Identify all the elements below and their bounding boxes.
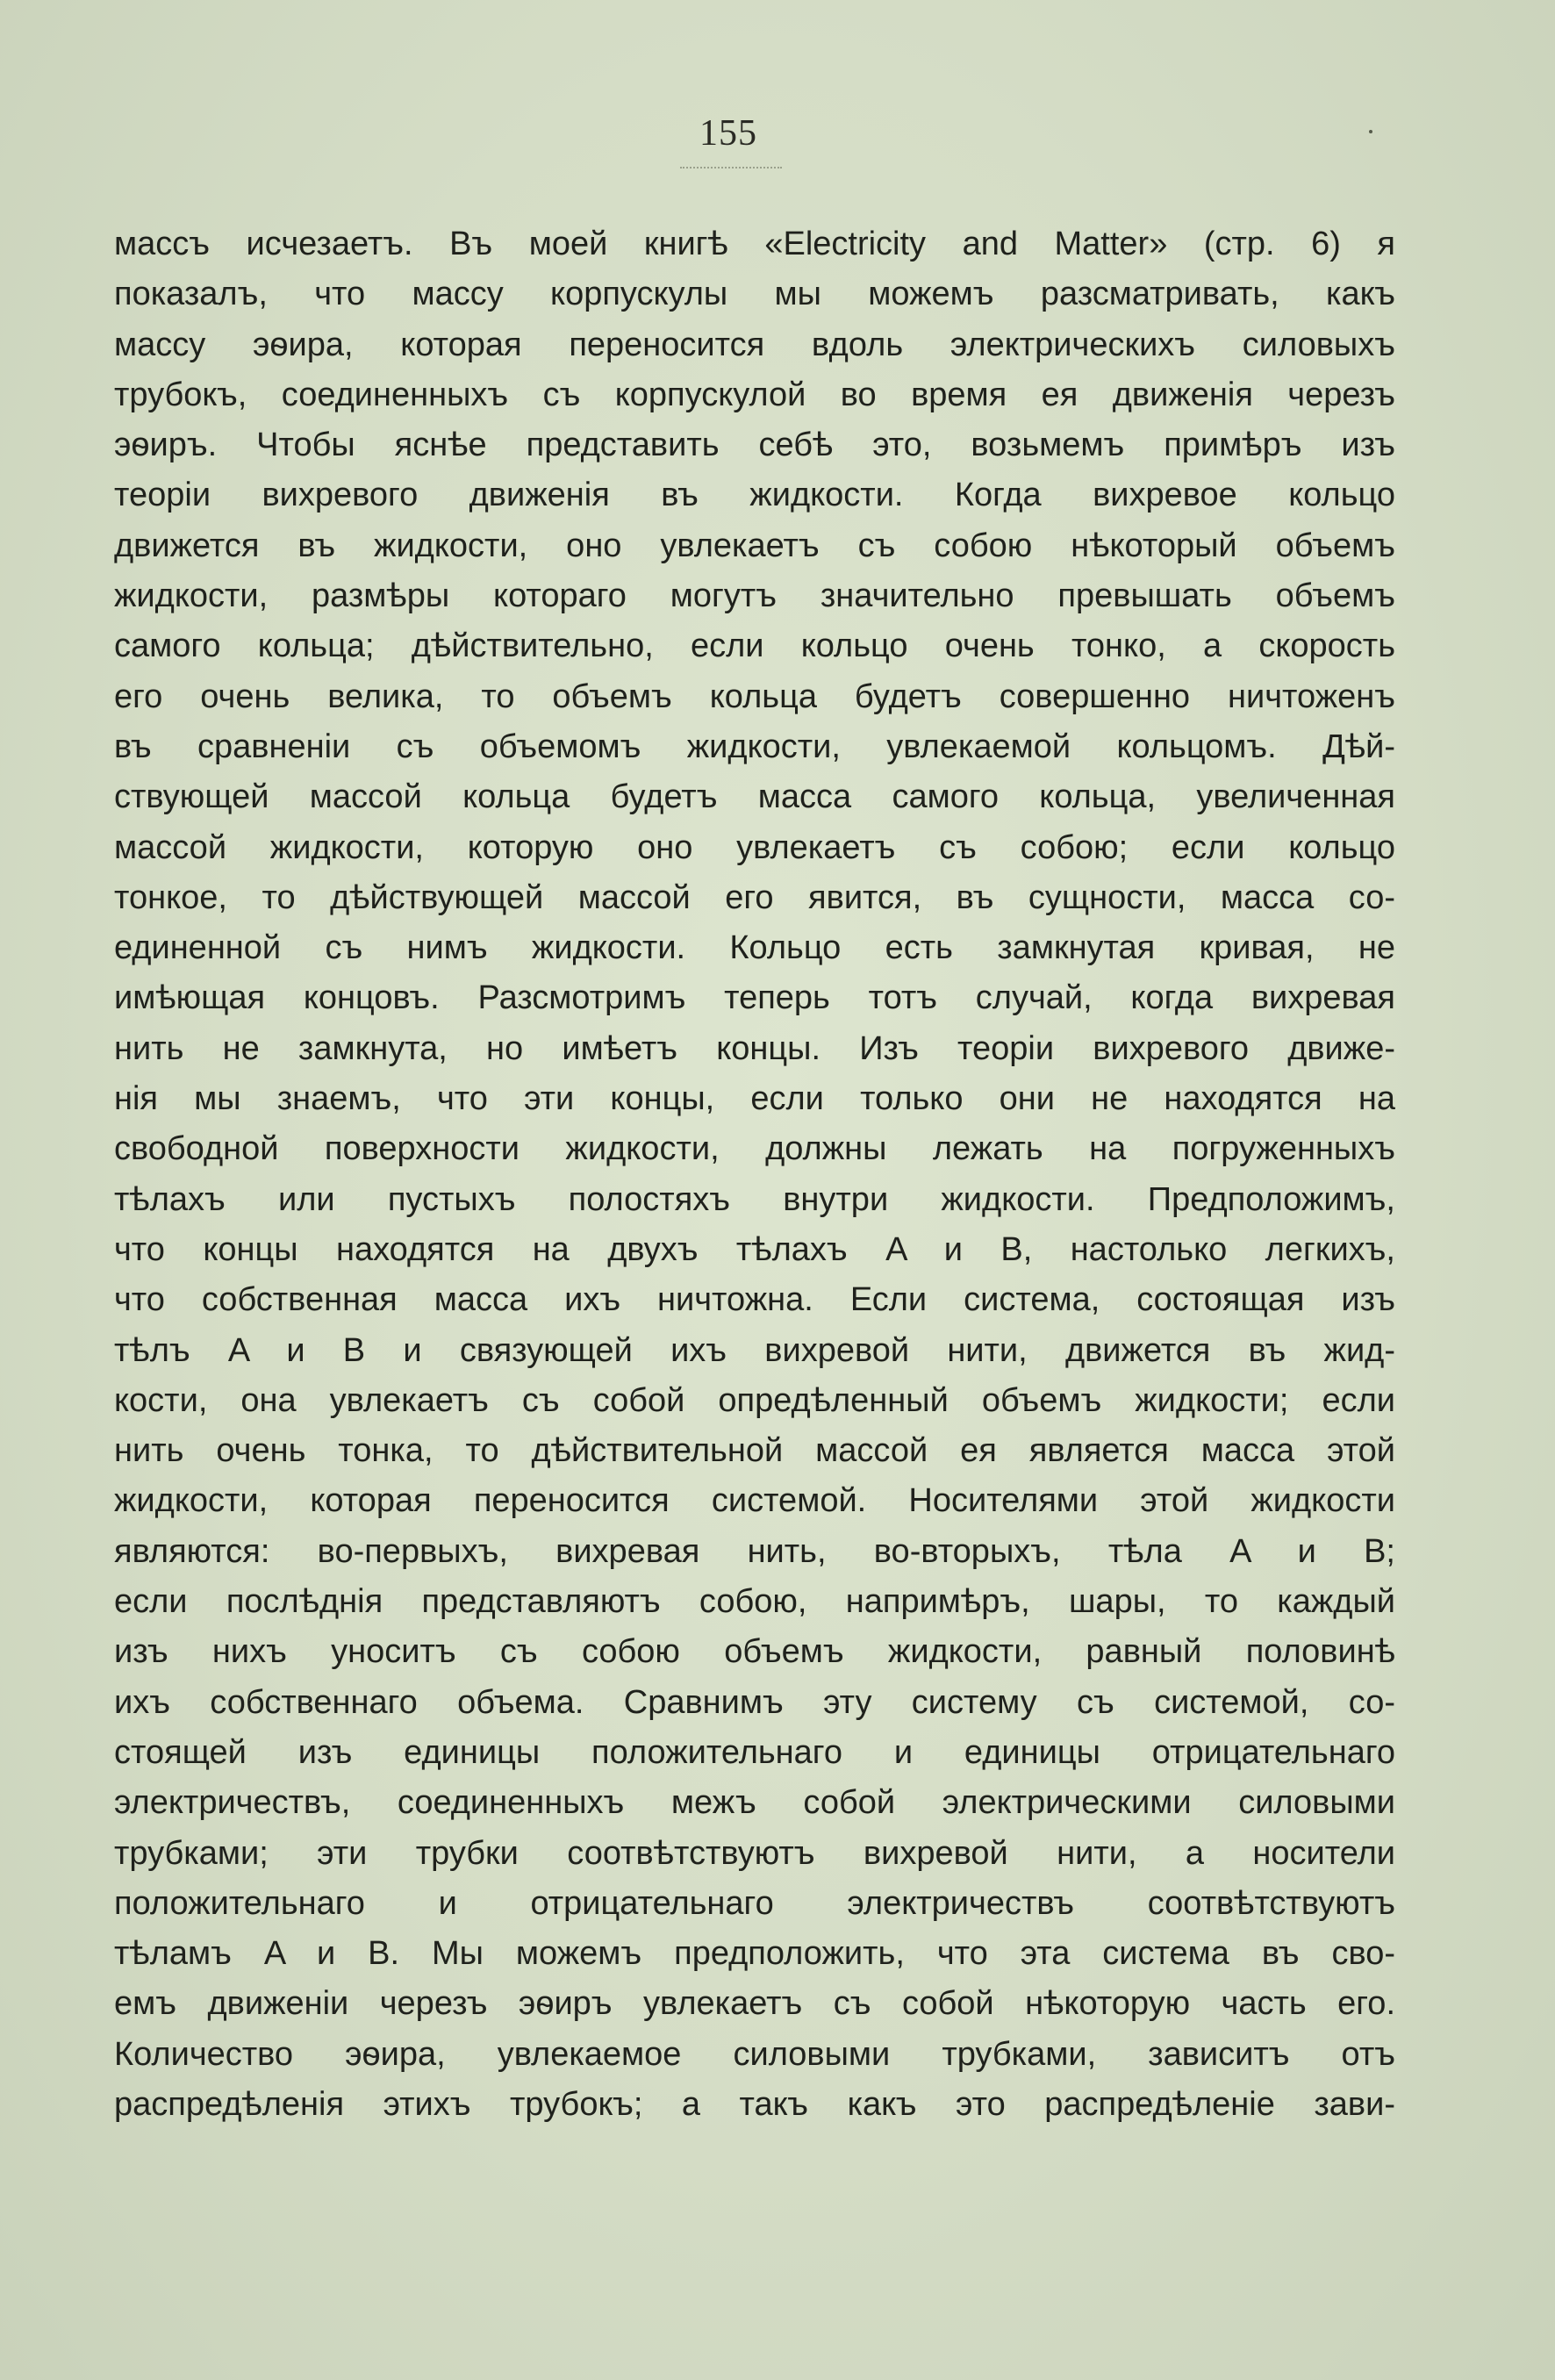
text-line: жидкости, которая переносится системой. Носителями этой жидкости bbox=[114, 1482, 1395, 1520]
text-line: трубокъ, соединенныхъ съ корпускулой во время ея движенія черезъ bbox=[114, 376, 1395, 413]
text-line: если послѣднія представляютъ собою, напримѣръ, шары, то каждый bbox=[114, 1583, 1395, 1621]
text-line: нить очень тонка, то дѣйствительной массой ея является масса этой bbox=[114, 1432, 1395, 1470]
text-line: Количество эѳира, увлекаемое силовыми трубками, зависитъ отъ bbox=[114, 2035, 1395, 2073]
text-line: тѣламъ A и B. Мы можемъ предположить, что эта система въ сво- bbox=[114, 1935, 1395, 1973]
text-line: единенной съ нимъ жидкости. Кольцо есть замкнутая кривая, не bbox=[114, 929, 1395, 967]
text-line: массъ исчезаетъ. Въ моей книгѣ «Electricity and Matter» (стр. 6) я bbox=[114, 226, 1395, 262]
text-line: нія мы знаемъ, что эти концы, если только они не находятся на bbox=[114, 1080, 1395, 1118]
text-line: ствующей массой кольца будетъ масса самого кольца, увеличенная bbox=[114, 778, 1395, 816]
text-line: что концы находятся на двухъ тѣлахъ A и B, настолько легкихъ, bbox=[114, 1230, 1395, 1268]
text-line: имѣющая концовъ. Разсмотримъ теперь тотъ случай, когда вихревая bbox=[114, 979, 1395, 1017]
text-line: теоріи вихревого движенія въ жидкости. Когда вихревое кольцо bbox=[114, 477, 1395, 514]
header-rule bbox=[680, 167, 782, 168]
text-line: массу эѳира, которая переносится вдоль электрическихъ силовыхъ bbox=[114, 326, 1395, 363]
body-text bbox=[114, 219, 1395, 2130]
text-line: что собственная масса ихъ ничтожна. Если система, состоящая изъ bbox=[114, 1281, 1395, 1319]
text-line: распредѣленія этихъ трубокъ; а такъ какъ это распредѣленіе зави- bbox=[114, 2085, 1395, 2123]
text-line: свободной поверхности жидкости, должны лежать на погруженныхъ bbox=[114, 1130, 1395, 1168]
text-line: электричествъ, соединенныхъ межъ собой электрическими силовыми bbox=[114, 1784, 1395, 1822]
text-line: тѣлъ A и B и связующей ихъ вихревой нити, движется въ жид- bbox=[114, 1331, 1395, 1369]
text-line: эѳиръ. Чтобы яснѣе представить себѣ это, возьмемъ примѣръ изъ bbox=[114, 427, 1395, 464]
text-line: жидкости, размѣры котораго могутъ значительно превышать объемъ bbox=[114, 577, 1395, 615]
text-line: кости, она увлекаетъ съ собой опредѣленный объемъ жидкости; если bbox=[114, 1381, 1395, 1419]
text-line: тѣлахъ или пустыхъ полостяхъ внутри жидкости. Предположимъ, bbox=[114, 1180, 1395, 1218]
page-number: 155 bbox=[699, 113, 757, 154]
text-line: показалъ, что массу корпускулы мы можемъ разсматривать, какъ bbox=[114, 276, 1395, 313]
text-line: тонкое, то дѣйствующей массой его явится, въ сущности, масса со- bbox=[114, 878, 1395, 916]
text-line: движется въ жидкости, оно увлекаетъ съ собою нѣкоторый объемъ bbox=[114, 527, 1395, 564]
text-line: ихъ собственнаго объема. Сравнимъ эту систему съ системой, со- bbox=[114, 1683, 1395, 1721]
text-line: нить не замкнута, но имѣетъ концы. Изъ теоріи вихревого движе- bbox=[114, 1029, 1395, 1067]
text-line: массой жидкости, которую оно увлекаетъ съ собою; если кольцо bbox=[114, 828, 1395, 866]
text-line: являются: во-первыхъ, вихревая нить, во-вторыхъ, тѣла A и B; bbox=[114, 1532, 1395, 1570]
text-line: стоящей изъ единицы положительнаго и единицы отрицательнаго bbox=[114, 1733, 1395, 1771]
text-line: емъ движеніи черезъ эѳиръ увлекаетъ съ собой нѣкоторую часть его. bbox=[114, 1985, 1395, 2023]
text-line: трубками; эти трубки соотвѣтствуютъ вихревой нити, а носители bbox=[114, 1834, 1395, 1872]
text-line: изъ нихъ уноситъ съ собою объемъ жидкости, равный половинѣ bbox=[114, 1633, 1395, 1671]
text-line: самого кольца; дѣйствительно, если кольцо очень тонко, а скорость bbox=[114, 627, 1395, 665]
text-line: въ сравненіи съ объемомъ жидкости, увлекаемой кольцомъ. Дѣй- bbox=[114, 728, 1395, 765]
text-line: его очень велика, то объемъ кольца будетъ совершенно ничтоженъ bbox=[114, 677, 1395, 715]
text-line: положительнаго и отрицательнаго электричествъ соотвѣтствуютъ bbox=[114, 1884, 1395, 1922]
